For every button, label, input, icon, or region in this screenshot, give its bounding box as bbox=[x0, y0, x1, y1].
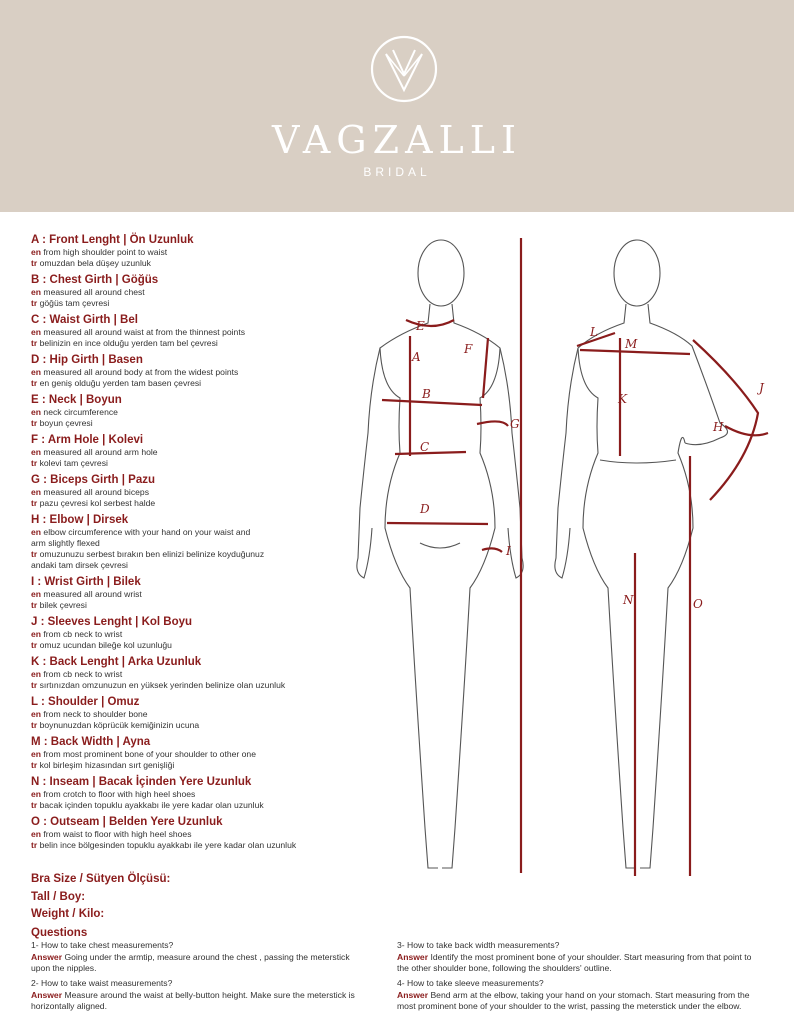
back-figure bbox=[555, 240, 728, 868]
lang-tag: tr bbox=[31, 378, 38, 388]
lang-tag: tr bbox=[31, 298, 38, 308]
line-b bbox=[382, 400, 482, 405]
measurement-title: N : Inseam | Bacak İçinden Yere Uzunluk bbox=[31, 776, 252, 788]
measurement-title: F : Arm Hole | Kolevi bbox=[31, 434, 144, 446]
measurement-desc: sırtınızdan omzunuzun en yüksek yerinden belinize olan uzunluk bbox=[39, 680, 286, 690]
line-c bbox=[395, 452, 466, 454]
label-l: L bbox=[590, 325, 598, 339]
question-block bbox=[31, 940, 361, 975]
question-text: 3- How to take back width measurements? bbox=[397, 940, 560, 950]
answer-text: Bend arm at the elbow, taking your hand on your stomach. Start measuring from the most prominent bone of your shoulder to the wrist, passing the meterstick under the elbow. bbox=[397, 989, 750, 1011]
measurement-desc: from cb neck to wrist bbox=[43, 629, 123, 639]
measurement-item bbox=[31, 234, 361, 269]
lang-tag: tr bbox=[31, 258, 38, 268]
measurement-item bbox=[31, 656, 361, 691]
lang-tag: tr bbox=[31, 760, 38, 770]
line-e bbox=[406, 320, 454, 326]
line-f bbox=[483, 338, 488, 398]
label-a: A bbox=[412, 350, 421, 364]
label-i: I bbox=[506, 544, 511, 558]
measurement-title: H : Elbow | Dirsek bbox=[31, 514, 129, 526]
label-f: F bbox=[464, 342, 473, 356]
measurement-desc: from most prominent bone of your shoulder to other one bbox=[43, 749, 256, 759]
measurement-title: D : Hip Girth | Basen bbox=[31, 354, 143, 366]
measurement-item bbox=[31, 314, 361, 349]
measurement-desc: neck circumference bbox=[43, 407, 118, 417]
measurement-list bbox=[31, 234, 361, 856]
lang-tag: en bbox=[31, 247, 42, 257]
measurement-desc: kol birleşim hizasından sırt genişliği bbox=[39, 760, 175, 770]
measurement-title: I : Wrist Girth | Bilek bbox=[31, 576, 141, 588]
measurement-desc: measured all around body at from the widest points bbox=[43, 367, 239, 377]
measurement-title: A : Front Lenght | Ön Uzunluk bbox=[31, 234, 194, 246]
lang-tag: en bbox=[31, 749, 42, 759]
measurement-desc: en geniş olduğu yerden tam basen çevresi bbox=[39, 378, 202, 388]
measurement-desc: pazu çevresi kol serbest halde bbox=[39, 498, 156, 508]
measurement-desc: bacak içinden topuklu ayakkabı ile yere kadar olan uzunluk bbox=[39, 800, 264, 810]
label-d: D bbox=[420, 502, 430, 516]
measurement-desc: from crotch to floor with high heel shoes bbox=[43, 789, 196, 799]
lang-tag: tr bbox=[31, 680, 38, 690]
brand-name: VAGZALLI bbox=[272, 118, 522, 162]
lang-tag: en bbox=[31, 829, 42, 839]
lang-tag: tr bbox=[31, 418, 38, 428]
measurement-desc: from waist to floor with high heel shoes bbox=[43, 829, 192, 839]
measurement-title: G : Biceps Girth | Pazu bbox=[31, 474, 155, 486]
measurement-item bbox=[31, 474, 361, 509]
measurement-item bbox=[31, 274, 361, 309]
label-n: N bbox=[623, 593, 634, 607]
body-figures bbox=[340, 228, 794, 888]
measurement-desc: omuz ucundan bileğe kol uzunluğu bbox=[39, 640, 172, 650]
measurement-desc: from high shoulder point to waist bbox=[43, 247, 168, 257]
line-g bbox=[477, 421, 508, 426]
line-i bbox=[482, 548, 502, 552]
front-figure bbox=[357, 240, 523, 868]
tall-field: Tall / Boy: bbox=[31, 891, 86, 903]
measurement-desc: measured all around arm hole bbox=[43, 447, 158, 457]
measurement-title: E : Neck | Boyun bbox=[31, 394, 122, 406]
measurement-lines bbox=[382, 238, 768, 876]
label-o: O bbox=[693, 597, 703, 611]
measurement-desc: measured all around biceps bbox=[43, 487, 149, 497]
lang-tag: en bbox=[31, 527, 42, 537]
measurement-desc: boynunuzdan köprücük kemiğinizin ucuna bbox=[39, 720, 200, 730]
measurement-desc: boyun çevresi bbox=[39, 418, 93, 428]
measurement-title: L : Shoulder | Omuz bbox=[31, 696, 140, 708]
measurement-desc: omuzunuzu serbest bırakın ben elinizi belinize koyduğunuz bbox=[39, 549, 265, 559]
lang-tag: tr bbox=[31, 338, 38, 348]
question-text: 1- How to take chest measurements? bbox=[31, 940, 174, 950]
measurement-item bbox=[31, 514, 361, 571]
lang-tag: tr bbox=[31, 840, 38, 850]
lang-tag: tr bbox=[31, 498, 38, 508]
weight-field: Weight / Kilo: bbox=[31, 908, 105, 920]
lang-tag: tr bbox=[31, 600, 38, 610]
questions-title: Questions bbox=[31, 927, 88, 939]
measurement-title: B : Chest Girth | Göğüs bbox=[31, 274, 159, 286]
measurement-title: K : Back Lenght | Arka Uzunluk bbox=[31, 656, 202, 668]
label-g: G bbox=[510, 417, 520, 431]
label-j: J bbox=[759, 381, 764, 395]
measurement-desc: andaki tam dirsek çevresi bbox=[31, 560, 128, 570]
answer-text: Measure around the waist at belly-button height. Make sure the meterstick is horizontally aligned. bbox=[31, 989, 355, 1011]
measurement-item bbox=[31, 354, 361, 389]
measurement-desc: elbow circumference with your hand on your waist and bbox=[43, 527, 251, 537]
lang-tag: en bbox=[31, 789, 42, 799]
brand-header bbox=[0, 0, 794, 212]
lang-tag: tr bbox=[31, 720, 38, 730]
question-text: 2- How to take waist measurements? bbox=[31, 978, 173, 988]
answer-text: Identify the most prominent bone of your shoulder. Start measuring from that point to the other shoulder bone, following the shoulders' outline. bbox=[397, 951, 752, 973]
brand-subtitle: BRIDAL bbox=[363, 165, 431, 179]
measurement-item bbox=[31, 736, 361, 771]
figure-labels bbox=[411, 319, 765, 611]
label-b: B bbox=[422, 387, 431, 401]
question-block bbox=[397, 940, 761, 975]
label-c: C bbox=[420, 440, 430, 454]
measurement-desc: belinizin en ince olduğu yerden tam bel çevresi bbox=[39, 338, 218, 348]
lang-tag: en bbox=[31, 407, 42, 417]
lang-tag: en bbox=[31, 367, 42, 377]
measurement-item bbox=[31, 434, 361, 469]
question-block bbox=[397, 978, 761, 1013]
measurement-item bbox=[31, 776, 361, 811]
answer-text: Going under the armtip, measure around the chest , passing the meterstick upon the nipples. bbox=[31, 951, 350, 973]
measurement-title: C : Waist Girth | Bel bbox=[31, 314, 138, 326]
lang-tag: en bbox=[31, 709, 42, 719]
measurement-desc: kolevi tam çevresi bbox=[39, 458, 108, 468]
measurement-item bbox=[31, 816, 361, 851]
measurement-desc: belin ince bölgesinden topuklu ayakkabı ile yere kadar olan uzunluk bbox=[39, 840, 297, 850]
measurement-desc: arm slightly flexed bbox=[31, 538, 100, 548]
measurement-desc: göğüs tam çevresi bbox=[39, 298, 110, 308]
measurement-desc: from cb neck to wrist bbox=[43, 669, 123, 679]
measurement-title: M : Back Width | Ayna bbox=[31, 736, 151, 748]
line-j bbox=[693, 340, 758, 500]
lang-tag: en bbox=[31, 447, 42, 457]
measurement-title: J : Sleeves Lenght | Kol Boyu bbox=[31, 616, 193, 628]
lang-tag: tr bbox=[31, 640, 38, 650]
measurement-desc: bilek çevresi bbox=[39, 600, 87, 610]
answer-label: Answer bbox=[397, 951, 429, 962]
lang-tag: en bbox=[31, 629, 42, 639]
measurement-item bbox=[31, 696, 361, 731]
question-text: 4- How to take sleeve measurements? bbox=[397, 978, 544, 988]
measurement-desc: omuzdan bela düşey uzunluk bbox=[39, 258, 151, 268]
measurement-item bbox=[31, 576, 361, 611]
question-block bbox=[31, 978, 361, 1013]
line-h bbox=[725, 426, 768, 435]
measurement-item bbox=[31, 394, 361, 429]
answer-label: Answer bbox=[31, 951, 63, 962]
measurement-desc: measured all around chest bbox=[43, 287, 145, 297]
lang-tag: en bbox=[31, 669, 42, 679]
lang-tag: en bbox=[31, 327, 42, 337]
measurement-desc: measured all around wrist bbox=[43, 589, 142, 599]
lang-tag: tr bbox=[31, 458, 38, 468]
measurement-title: O : Outseam | Belden Yere Uzunluk bbox=[31, 816, 223, 828]
label-k: K bbox=[618, 392, 627, 406]
label-m: M bbox=[625, 337, 638, 351]
lang-tag: en bbox=[31, 487, 42, 497]
measurement-desc: measured all around waist at from the thinnest points bbox=[43, 327, 246, 337]
bra-size-field: Bra Size / Sütyen Ölçüsü: bbox=[31, 873, 171, 885]
answer-label: Answer bbox=[397, 989, 429, 1000]
measurement-item bbox=[31, 616, 361, 651]
measurement-desc: from neck to shoulder bone bbox=[43, 709, 148, 719]
answer-label: Answer bbox=[31, 989, 63, 1000]
label-h: H bbox=[713, 420, 724, 434]
vagzalli-logo-icon bbox=[369, 34, 439, 104]
lang-tag: tr bbox=[31, 800, 38, 810]
line-d bbox=[387, 523, 488, 524]
lang-tag: tr bbox=[31, 549, 38, 559]
label-e: E bbox=[416, 319, 425, 333]
lang-tag: en bbox=[31, 589, 42, 599]
lang-tag: en bbox=[31, 287, 42, 297]
